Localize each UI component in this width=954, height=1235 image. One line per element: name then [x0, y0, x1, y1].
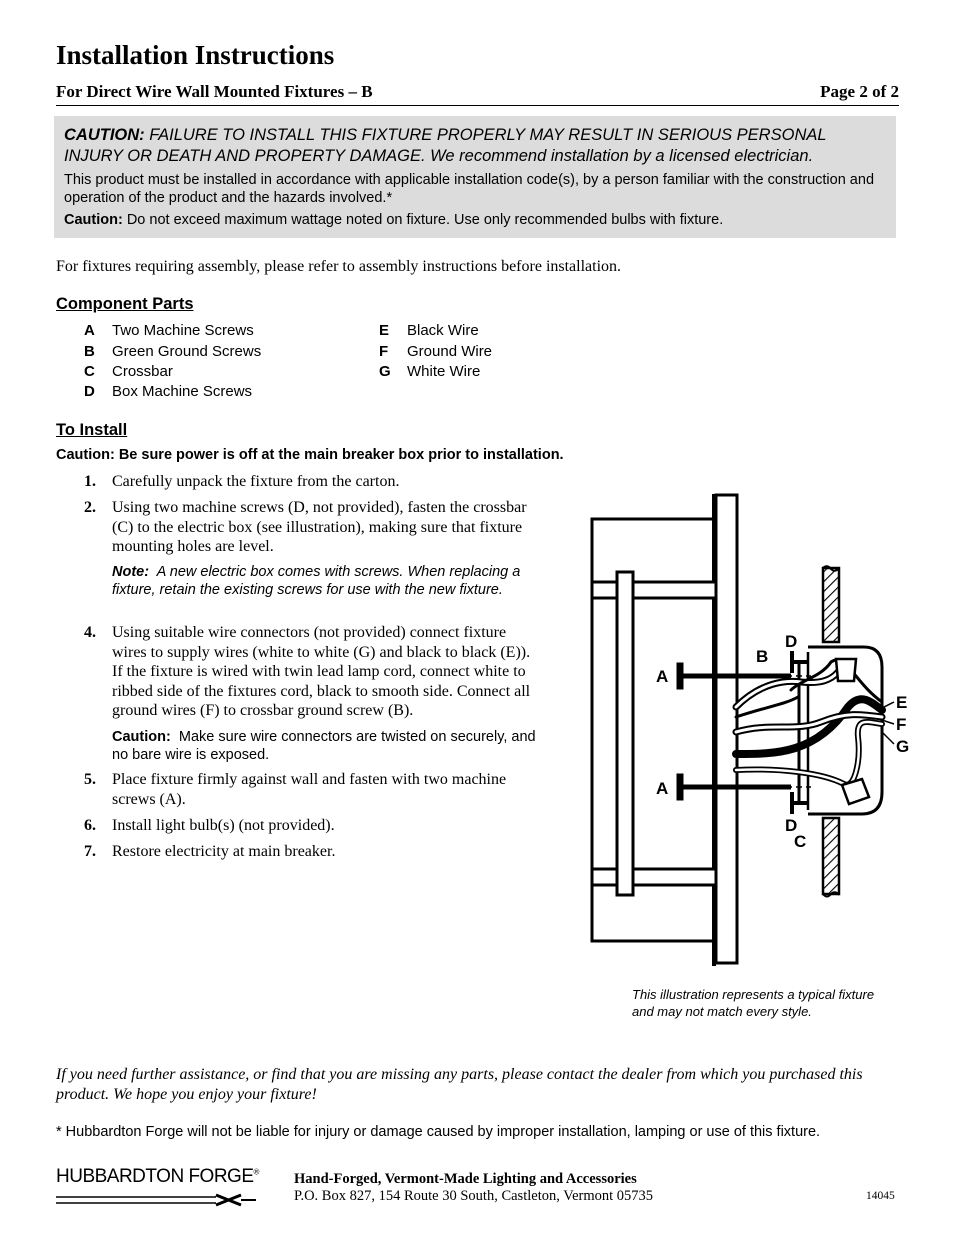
caution-main-body: FAILURE TO INSTALL THIS FIXTURE PROPERLY MAY RESULT IN SERIOUS PERSONAL INJURY OR DEATH AND PROPERTY DAMAGE. We recommend installation by a licensed electrician. — [64, 126, 827, 165]
wire-caution-label: Caution: — [112, 729, 171, 745]
install-note — [112, 564, 544, 599]
wattage-caution-label: Caution: — [64, 212, 123, 228]
logo-underline-icon — [56, 1166, 266, 1208]
subtitle-row — [56, 81, 899, 106]
step-number: 7. — [84, 843, 96, 860]
step-text: Install light bulb(s) (not provided). — [112, 817, 335, 834]
document-number: 14045 — [866, 1190, 895, 1202]
wall-lower — [823, 818, 839, 894]
label-e: E — [896, 693, 908, 712]
caution-main-text — [64, 125, 884, 167]
footer-tagline: Hand-Forged, Vermont-Made Lighting and Accessories — [294, 1171, 637, 1187]
page-subtitle: For Direct Wire Wall Mounted Fixtures – B — [56, 82, 373, 101]
wall-upper — [823, 568, 839, 642]
label-a-upper: A — [656, 667, 669, 686]
label-f: F — [896, 715, 907, 734]
label-c: C — [794, 832, 807, 851]
label-a-lower: A — [656, 779, 669, 798]
part-name: Crossbar — [112, 363, 173, 380]
part-name: Black Wire — [407, 322, 479, 339]
step-number: 6. — [84, 817, 96, 834]
caution-label: CAUTION: — [64, 126, 145, 144]
to-install-heading: To Install — [56, 421, 128, 439]
illustration-caption: This illustration represents a typical fixture and may not match every style. — [632, 987, 875, 1019]
page-number: Page 2 of 2 — [820, 82, 899, 101]
part-letter: G — [379, 363, 391, 380]
part-name: Green Ground Screws — [112, 343, 262, 360]
part-letter: B — [84, 343, 95, 360]
label-g: G — [896, 737, 910, 756]
assembly-note: For fixtures requiring assembly, please refer to assembly instructions before installation. — [56, 258, 622, 275]
caution-wattage — [64, 211, 884, 229]
part-name: Two Machine Screws — [112, 322, 254, 339]
wire-connector-upper — [836, 659, 856, 681]
logo-name: HUBBARDTON FORGE — [56, 1166, 254, 1187]
install-caution: Caution: Be sure power is off at the main breaker box prior to installation. — [56, 447, 564, 463]
component-parts-heading: Component Parts — [56, 295, 194, 313]
wire-caution-text: Make sure wire connectors are twisted on securely, and no bare wire is exposed. — [112, 729, 536, 763]
step-text: Using suitable wire connectors (not provided) connect fixture wires to supply wires (white to white (G) and black to black (E)). If the fixture is wired with twin lead lamp cord, connect white to ribbed side of the fixtures cord, black to smooth side. Connect all ground wires (F) to crossbar ground screw (B). — [112, 624, 531, 719]
step-number: 4. — [84, 624, 96, 641]
step-number: 1. — [84, 473, 96, 490]
label-b: B — [756, 647, 769, 666]
fixture-backplate — [716, 495, 737, 963]
liability-note: * Hubbardton Forge will not be liable for injury or damage caused by improper installation, lamping or use of this fixture. — [56, 1124, 821, 1140]
step-number: 2. — [84, 499, 96, 516]
wattage-caution-text: Do not exceed maximum wattage noted on fixture. Use only recommended bulbs with fixture. — [126, 212, 724, 228]
part-letter: C — [84, 363, 95, 380]
hubbardton-forge-logo — [56, 1166, 266, 1208]
label-d-lower: D — [785, 816, 798, 835]
footer-address: P.O. Box 827, 154 Route 30 South, Castleton, Vermont 05735 — [294, 1188, 654, 1204]
part-letter: D — [84, 383, 95, 400]
caution-body-text: This product must be installed in accordance with applicable installation code(s), by a person familiar with the construction and operation of the product and the hazards involved.* — [64, 172, 875, 206]
step-text: Restore electricity at main breaker. — [112, 843, 336, 860]
step-text: Place fixture firmly against wall and fasten with two machine screws (A). — [112, 771, 507, 808]
installation-illustration — [586, 492, 916, 970]
page-title: Installation Instructions — [56, 40, 335, 70]
step-text: Using two machine screws (D, not provided), fasten the crossbar (C) to the electric box (see illustration), making sure that fixture mounting holes are level. — [112, 499, 527, 555]
part-name: Box Machine Screws — [112, 383, 253, 400]
step-text: Carefully unpack the fixture from the carton. — [112, 473, 400, 490]
wire-connector-lower — [842, 779, 869, 804]
part-name: Ground Wire — [407, 343, 493, 360]
note-label: Note: — [112, 564, 150, 580]
part-name: White Wire — [407, 363, 481, 380]
assistance-text: If you need further assistance, or find that you are missing any parts, please contact the dealer from which you purchased this product. We hope you enjoy your fixture! — [56, 1066, 863, 1103]
wire-caution-note — [112, 729, 544, 764]
part-letter: E — [379, 322, 390, 339]
part-letter: F — [379, 343, 389, 360]
step-number: 5. — [84, 771, 96, 788]
caution-box — [54, 116, 896, 238]
note-text: A new electric box comes with screws. When replacing a fixture, retain the existing screws for use with the new fixture. — [112, 564, 521, 598]
part-letter: A — [84, 322, 95, 339]
logo-registered: ® — [253, 1167, 259, 1177]
label-d-upper: D — [785, 632, 798, 651]
